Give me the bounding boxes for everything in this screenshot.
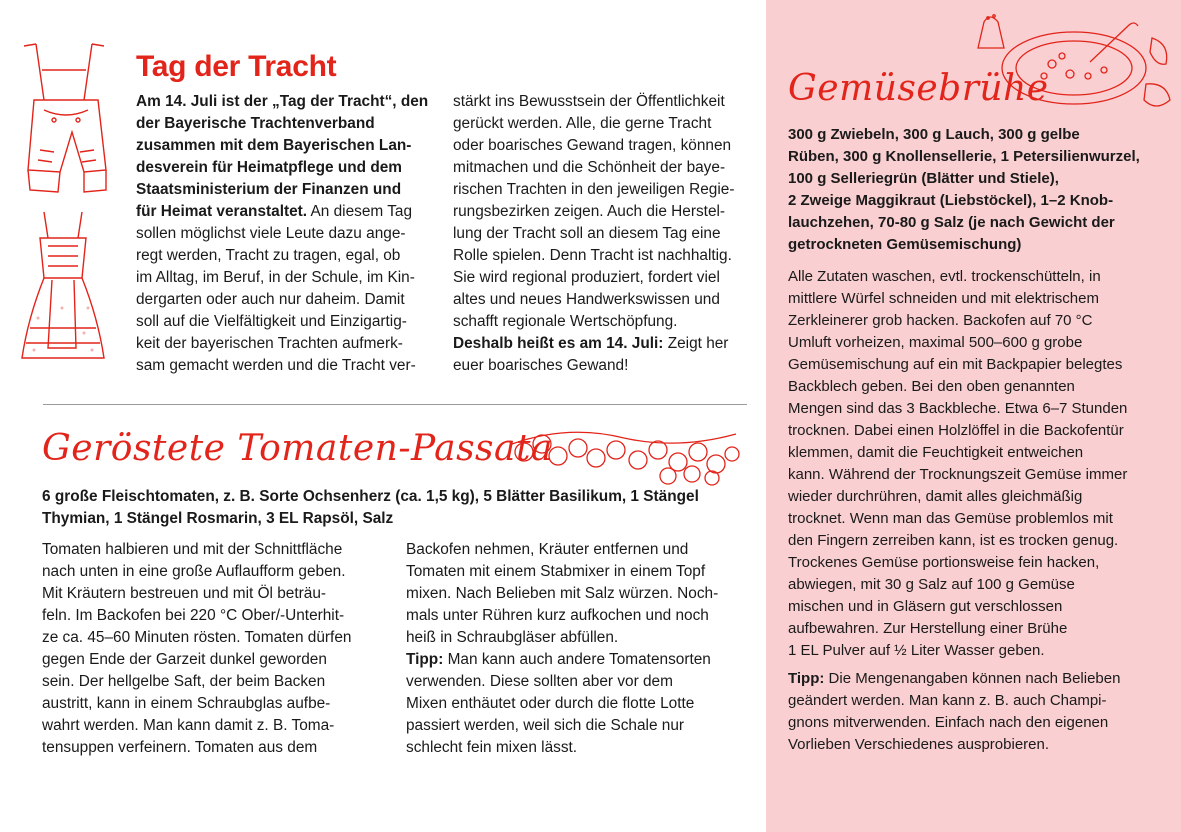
- text-line: Backofen nehmen, Kräuter entfernen und: [406, 541, 689, 558]
- text-line: oder boarisches Gewand tragen, können: [453, 137, 732, 154]
- passata-ingredients: [42, 486, 762, 530]
- bruehe-ingredients: [788, 124, 1173, 256]
- bruehe-title: Gemüsebrühe: [788, 68, 1049, 109]
- text-line: tensuppen verfeinern. Tomaten aus dem: [42, 739, 318, 756]
- text-line: Mixen enthäutet oder durch die flotte Lotte: [406, 695, 695, 712]
- passata-text-col-1: [42, 539, 392, 759]
- bruehe-instructions: [788, 266, 1173, 662]
- text-line: mals unter Rühren kurz aufkochen und noch: [406, 607, 709, 624]
- text-line: mittlere Würfel schneiden und mit elektrischem: [788, 290, 1099, 307]
- text-line: austritt, kann in einem Schraubglas aufbe-: [42, 695, 331, 712]
- ingredient-line: 2 Zweige Maggikraut (Liebstöckel), 1–2 Knob-: [788, 192, 1114, 209]
- text-line: rischen Trachten in den jeweiligen Regie-: [453, 181, 735, 198]
- ingredient-line: 6 große Fleischtomaten, z. B. Sorte Ochsenherz (ca. 1,5 kg), 5 Blätter Basilikum, 1 Stängel: [42, 488, 699, 505]
- text-line: wieder durchrühren, damit alles gleichmäßig: [788, 488, 1083, 505]
- text-line: mischen und in Gläsern gut verschlossen: [788, 598, 1063, 615]
- section-divider: [43, 404, 747, 405]
- lederhose-icon: [14, 40, 118, 200]
- text-line: keit der bayerischen Trachten aufmerk-: [136, 335, 403, 352]
- passata-title: Geröstete Tomaten-Passata: [42, 428, 553, 469]
- passata-text-col-2: [406, 539, 756, 759]
- text-line: Mengen sind das 3 Backbleche. Etwa 6–7 Stunden: [788, 400, 1128, 417]
- ingredient-line: Rüben, 300 g Knollensellerie, 1 Petersilienwurzel,: [788, 148, 1140, 165]
- ingredient-line: 100 g Selleriegrün (Blätter und Stiele),: [788, 170, 1059, 187]
- ingredient-line: 300 g Zwiebeln, 300 g Lauch, 300 g gelbe: [788, 126, 1080, 143]
- text-line: trocknen. Dabei einen Holzlöffel in die Backofentür: [788, 422, 1124, 439]
- text-line: lung der Tracht soll an diesem Tag eine: [453, 225, 721, 242]
- ingredient-line: Thymian, 1 Stängel Rosmarin, 3 EL Rapsöl, Salz: [42, 510, 394, 527]
- text-line: Backblech geben. Bei den oben genannten: [788, 378, 1075, 395]
- text-line: Staatsministerium der Finanzen und: [136, 181, 402, 198]
- tracht-title: Tag der Tracht: [136, 50, 337, 83]
- text-line: Sie wird regional produziert, fordert viel: [453, 269, 720, 286]
- text-line: Tipp: Man kann auch andere Tomatensorten: [406, 651, 711, 668]
- text-line: nach unten in eine große Auflaufform geben.: [42, 563, 346, 580]
- text-line: Deshalb heißt es am 14. Juli: Zeigt her: [453, 335, 729, 352]
- text-line: altes und neues Handwerkswissen und: [453, 291, 720, 308]
- text-line: mitmachen und die Schönheit der baye-: [453, 159, 726, 176]
- text-line: Am 14. Juli ist der „Tag der Tracht“, den: [136, 93, 429, 110]
- text-line: mixen. Nach Belieben mit Salz würzen. Noch-: [406, 585, 719, 602]
- text-line: zusammen mit dem Bayerischen Lan-: [136, 137, 412, 154]
- tracht-text-col-2: [453, 91, 753, 377]
- text-line: desverein für Heimatpflege und dem: [136, 159, 402, 176]
- text-line: trocknet. Wenn man das Gemüse problemlos mit: [788, 510, 1113, 527]
- text-line: Zerkleinerer grob hacken. Backofen auf 70 °C: [788, 312, 1093, 329]
- tracht-text-col-1: [136, 91, 436, 377]
- text-line: den Fingern zerreiben kann, ist es trocken genug.: [788, 532, 1119, 549]
- text-line: wahrt werden. Man kann damit z. B. Toma-: [42, 717, 335, 734]
- text-line: rungsbezirken zeigen. Auch die Herstel-: [453, 203, 726, 220]
- text-line: klemmen, damit die Feuchtigkeit entweichen: [788, 444, 1084, 461]
- ingredient-line: getrockneten Gemüsemischung): [788, 236, 1022, 253]
- text-line: Tomaten halbieren und mit der Schnittfläche: [42, 541, 343, 558]
- text-line: sam gemacht werden und die Tracht ver-: [136, 357, 416, 374]
- text-line: euer boarisches Gewand!: [453, 357, 629, 374]
- text-line: abwiegen, mit 30 g Salz auf 100 g Gemüse: [788, 576, 1075, 593]
- text-line: Tomaten mit einem Stabmixer in einem Topf: [406, 563, 706, 580]
- text-line: Mit Kräutern bestreuen und mit Öl beträu-: [42, 585, 327, 602]
- text-line: gnons mitverwenden. Einfach nach den eigenen: [788, 714, 1109, 731]
- text-line: verwenden. Diese sollten aber vor dem: [406, 673, 673, 690]
- text-line: Trockenes Gemüse portionsweise fein hacken,: [788, 554, 1100, 571]
- text-line: Rolle spielen. Denn Tracht ist nachhaltig.: [453, 247, 732, 264]
- text-line: soll auf die Vielfältigkeit und Einzigartig-: [136, 313, 407, 330]
- text-line: gegen Ende der Garzeit dunkel geworden: [42, 651, 327, 668]
- text-line: stärkt ins Bewusstsein der Öffentlichkeit: [453, 93, 725, 110]
- text-line: dergarten oder auch nur daheim. Damit: [136, 291, 405, 308]
- text-line: geändert werden. Man kann z. B. auch Champi-: [788, 692, 1107, 709]
- text-line: sollen möglichst viele Leute dazu ange-: [136, 225, 406, 242]
- text-line: heiß in Schraubgläser abfüllen.: [406, 629, 619, 646]
- text-line: ze ca. 45–60 Minuten rösten. Tomaten dürfen: [42, 629, 352, 646]
- text-line: schlecht fein mixen lässt.: [406, 739, 578, 756]
- text-line: Umluft vorheizen, maximal 500–600 g grobe: [788, 334, 1083, 351]
- ingredient-line: lauchzehen, 70-80 g Salz (je nach Gewicht der: [788, 214, 1115, 231]
- text-line: schafft regionale Wertschöpfung.: [453, 313, 678, 330]
- text-line: der Bayerische Trachtenverband: [136, 115, 375, 132]
- text-line: 1 EL Pulver auf ½ Liter Wasser geben.: [788, 642, 1045, 659]
- text-line: aufbewahren. Zur Herstellung einer Brühe: [788, 620, 1068, 637]
- text-line: kann. Während der Trocknungszeit Gemüse immer: [788, 466, 1128, 483]
- text-line: sein. Der hellgelbe Saft, der beim Backen: [42, 673, 326, 690]
- text-line: Gemüsemischung auf ein mit Backpapier belegtes: [788, 356, 1123, 373]
- text-line: im Alltag, im Beruf, in der Schule, im Kin-: [136, 269, 415, 286]
- text-line: passiert werden, weil sich die Schale nur: [406, 717, 685, 734]
- text-line: gerückt werden. Alle, die gerne Tracht: [453, 115, 712, 132]
- text-line: regt werden, Tracht zu tragen, egal, ob: [136, 247, 401, 264]
- text-line: feln. Im Backofen bei 220 °C Ober/-Unterhit-: [42, 607, 345, 624]
- text-line: Vorlieben Verschiedenes ausprobieren.: [788, 736, 1050, 753]
- bruehe-tip: [788, 668, 1173, 756]
- text-line: Alle Zutaten waschen, evtl. trockenschütteln, in: [788, 268, 1101, 285]
- dirndl-icon: [18, 208, 108, 368]
- text-line: für Heimat veranstaltet. An diesem Tag: [136, 203, 413, 220]
- text-line: Tipp: Die Mengenangaben können nach Belieben: [788, 670, 1121, 687]
